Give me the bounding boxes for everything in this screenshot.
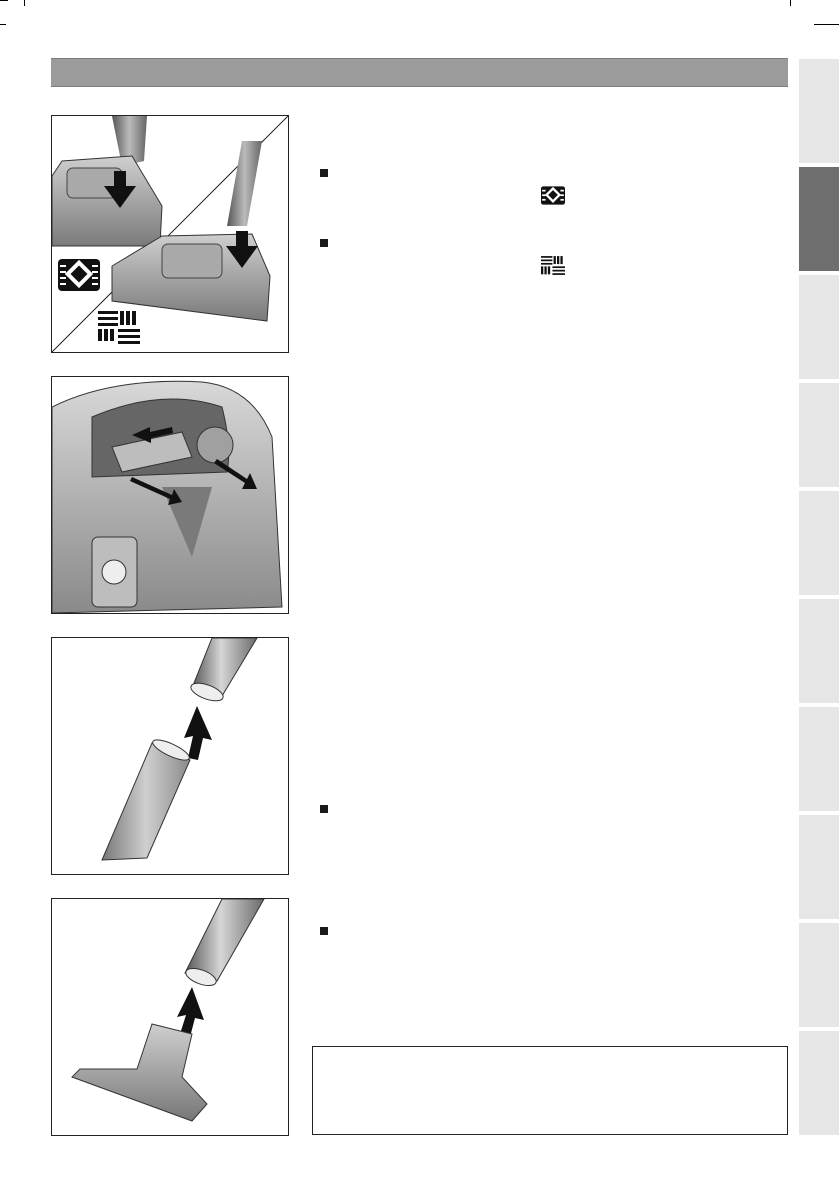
side-tab-5[interactable]: [799, 490, 839, 595]
crop-mark: [0, 0, 8, 1]
side-tab-4[interactable]: [799, 382, 839, 487]
bullet: [320, 805, 328, 813]
bullet: [320, 927, 328, 935]
side-tab-6[interactable]: [799, 598, 839, 703]
figure-accessory-compartment: [51, 376, 289, 614]
arrow-up-icon: [184, 706, 212, 760]
figure-upholstery-nozzle-attach: [51, 898, 289, 1136]
hard-floor-icon: [58, 259, 100, 291]
note-box: [312, 1046, 788, 1135]
section-header-bar: [51, 58, 788, 87]
side-tab-9[interactable]: [799, 922, 839, 1027]
figure-floor-nozzle-switch: [51, 115, 289, 353]
crop-mark: [814, 24, 839, 25]
side-tab-8[interactable]: [799, 814, 839, 919]
figure-crevice-tool-attach: [51, 637, 289, 875]
bullet: [320, 169, 328, 177]
side-tab-7[interactable]: [799, 706, 839, 811]
arrow-up-icon: [177, 987, 204, 1037]
crop-mark: [24, 0, 25, 6]
side-tab-2-active[interactable]: [799, 166, 839, 271]
side-tab-3[interactable]: [799, 274, 839, 379]
carpet-icon: [98, 311, 140, 344]
carpet-icon: [541, 256, 565, 275]
side-tab-10[interactable]: [799, 1030, 839, 1135]
crop-mark: [790, 0, 791, 6]
bullet: [320, 239, 328, 247]
side-tab-1[interactable]: [799, 58, 839, 163]
hard-floor-icon: [541, 186, 565, 205]
crop-mark: [0, 24, 6, 25]
